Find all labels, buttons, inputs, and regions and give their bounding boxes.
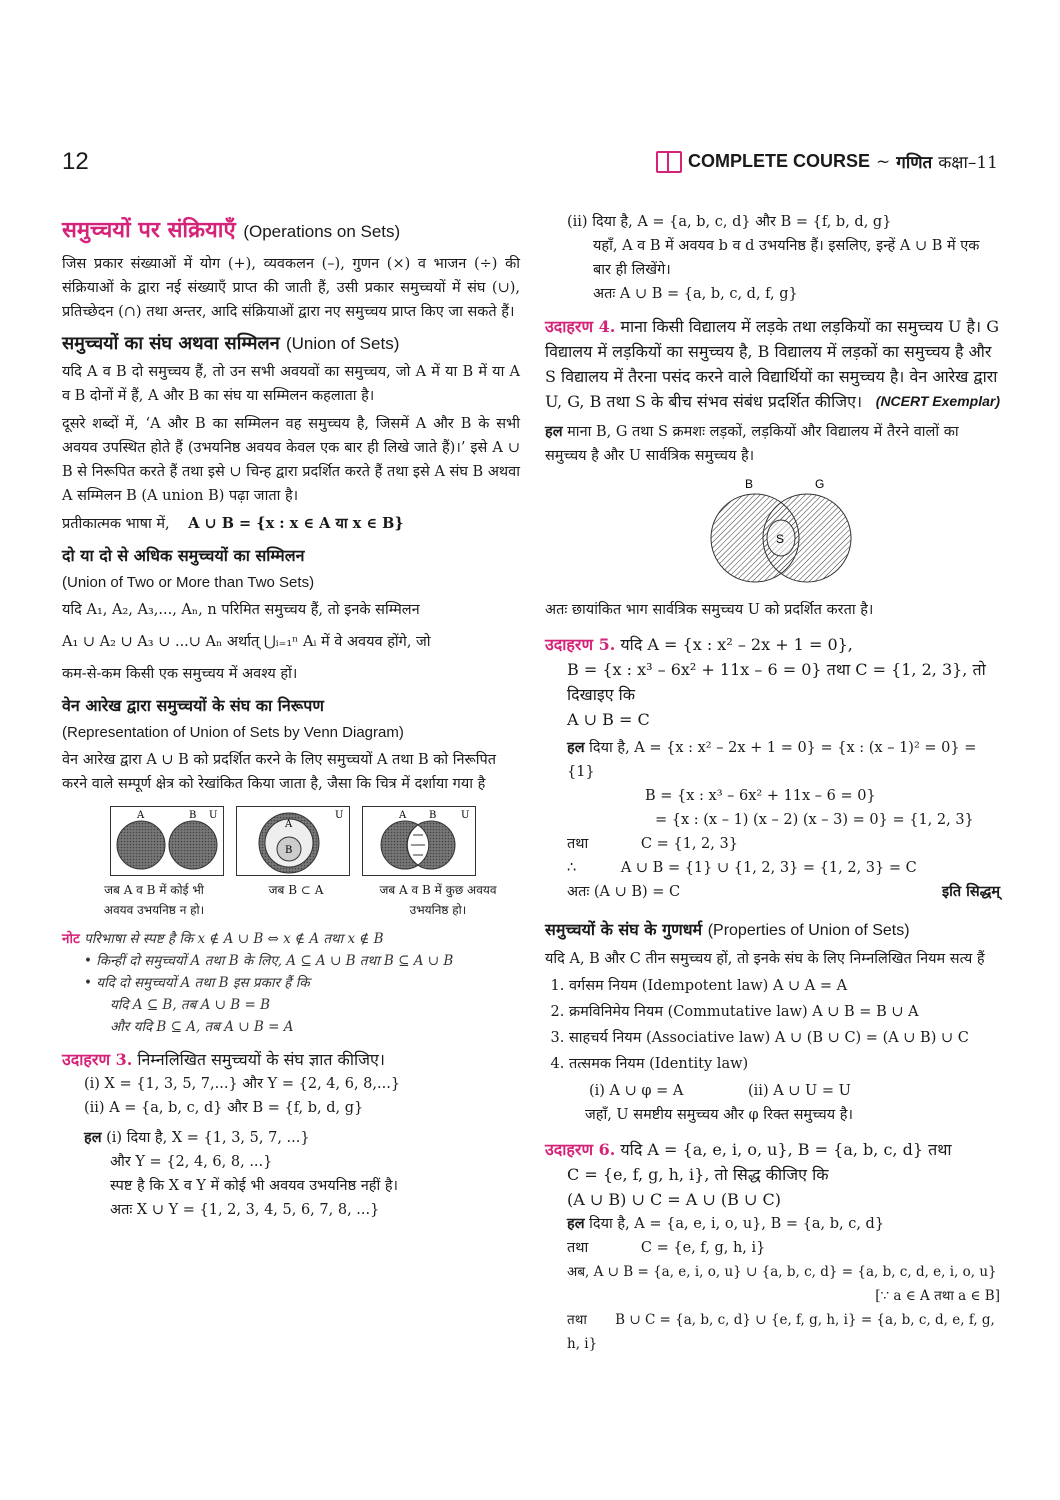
example-6-question-1: उदाहरण 6. यदि A = {a, e, i, o, u}, B = {a, b, c, d} तथा xyxy=(545,1140,952,1159)
venn2-label-u: U xyxy=(335,810,344,821)
venn-school xyxy=(705,476,855,586)
venn2-label-a: A xyxy=(285,819,293,830)
header-tilde: ~ xyxy=(876,151,891,172)
class-label: कक्षा–11 xyxy=(938,153,998,173)
example-4-solution: हल माना B, G तथा S क्रमशः लड़कों, लड़कियों और विद्यालय में तैरने वालों का समुच्चय है और U सार्वत्रिक समुच्चय है। xyxy=(545,423,959,464)
running-header xyxy=(656,150,998,173)
property-item: 3. साहचर्य नियम (Associative law) A ∪ (B ∪ C) = (A ∪ B) ∪ C xyxy=(569,1025,1000,1051)
example-6-question-2: C = {e, f, g, h, i}, तो सिद्ध कीजिए कि xyxy=(567,1165,829,1184)
note-3a: यदि A ⊆ B, तब A ∪ B = B xyxy=(110,997,271,1013)
example-5-solution-5: ∴ A ∪ B = {1} ∪ {1, 2, 3} = {1, 2, 3} = C xyxy=(567,860,917,876)
ncert-tag: (NCERT Exemplar) xyxy=(875,393,1000,409)
page-number: 12 xyxy=(62,148,89,175)
example-4-question: उदाहरण 4. माना किसी विद्यालय में लड़के तथा लड़कियों का समुच्चय U है। G विद्यालय में लड़कियों का समुच्चय है, B विद्यालय में लड़कों का समुच्चय है और S विद्यालय में तैरना पसंद करने वाले विद्यार्थियों का समुच्चय है। वेन आरेख द्वारा U, G, B तथा S के बीच संभव संबंध प्रदर्शित कीजिए। (NCERT Exemplar) xyxy=(545,314,1000,414)
paragraph-union-other-words: दूसरे शब्दों में, ‘A और B का सम्मिलन वह समुच्चय है, जिसमें A और B के सभी अवयव उपस्थित होते हैं (उभयनिष्ठ अवयव केवल एक बार ही लिखे जाते हैं)।’ इसे A ∪ B से निरूपित करते हैं तथा इसे ∪ चिन्ह द्वारा प्रदर्शित करते हैं तथा इसे A संघ B अथवा A सम्मिलन B (A union B) पढ़ा जाता है। xyxy=(62,416,520,504)
example-3-solution-4: अतः X ∪ Y = {1, 2, 3, 4, 5, 6, 7, 8, ...} xyxy=(110,1202,380,1218)
properties-intro: यदि A, B और C तीन समुच्चय हों, तो इनके संघ के लिए निम्नलिखित नियम सत्य हैं xyxy=(545,951,985,967)
paragraph-operations: जिस प्रकार संख्याओं में योग (+), व्यवकलन (–), गुणन (×) व भाजन (÷) की संक्रियाओं के द्वारा नई संख्याएँ प्राप्त की जाती हैं, उसी प्रकार समुच्चयों में संघ (∪), प्रतिच्छेदन (∩) तथा अन्तर, आदि संक्रियाओं द्वारा नए समुच्चय प्राप्त किए जा सकते हैं। xyxy=(62,256,520,320)
example-3-solution-3: स्पष्ट है कि X व Y में कोई भी अवयव उभयनिष्ठ नहीं है। xyxy=(110,1178,399,1194)
identity-law-cases: (i) A ∪ φ = A (ii) A ∪ U = U xyxy=(589,1083,851,1099)
section-heading-properties: समुच्चयों के संघ के गुणधर्म (Properties of Union of Sets) xyxy=(545,920,910,939)
identity-law-note: जहाँ, U समष्टीय समुच्चय और φ रिक्त समुच्चय है। xyxy=(585,1107,853,1123)
paragraph-more-3: कम-से-कम किसी एक समुच्चय में अवश्य हों। xyxy=(62,666,298,682)
example-5-question-1: उदाहरण 5. यदि A = {x : x² – 2x + 1 = 0}, xyxy=(545,635,853,654)
venn3-label-b: B xyxy=(429,810,437,821)
paragraph-more-2: A₁ ∪ A₂ ∪ A₃ ∪ ...∪ Aₙ अर्थात् ⋃ᵢ₌₁ⁿ Aᵢ में वे अवयव होंगे, जो xyxy=(62,634,431,650)
venn1-label-a: A xyxy=(137,810,145,821)
example-4-conclusion: अतः छायांकित भाग सार्वत्रिक समुच्चय U को प्रदर्शित करता है। xyxy=(545,602,874,618)
venn-caption-3: जब A व B में कुछ अवयव उभयनिष्ठ हो। xyxy=(379,883,497,917)
paragraph-union-definition: यदि A व B दो समुच्चय हैं, तो उन सभी अवयवों का समुच्चय, जो A में या B में या A व B दोनों में हैं, A और B का संघ या सम्मिलन कहलाता है। xyxy=(62,364,520,404)
example-5-solution-1: हल दिया है, A = {x : x² – 2x + 1 = 0} = {x : (x – 1)² = 0} = {1} xyxy=(567,739,977,780)
example-3-ii-given: (ii) दिया है, A = {a, b, c, d} और B = {f, b, d, g} xyxy=(567,214,892,230)
venn-subset xyxy=(236,806,350,876)
note-1: परिभाषा से स्पष्ट है कि x ∉ A ∪ B ⇔ x ∉ A तथा x ∉ B xyxy=(84,931,384,947)
example-3-solution-2: और Y = {2, 4, 6, 8, ...} xyxy=(110,1154,273,1170)
section-heading-union-more: दो या दो से अधिक समुच्चयों का सम्मिलन xyxy=(62,546,305,565)
venn-captions xyxy=(88,880,520,920)
note-block xyxy=(62,928,520,1038)
venn3-label-a: A xyxy=(399,810,407,821)
example-3-ii-result: अतः A ∪ B = {a, b, c, d, f, g} xyxy=(593,286,798,302)
example-6-solution-5: तथा B ∪ C = {a, b, c, d} ∪ {e, f, g, h, i} = {a, b, c, d, e, f, g, h, i} xyxy=(567,1312,995,1352)
venn-overlap xyxy=(362,806,476,876)
venn4-label-g: G xyxy=(815,477,825,491)
paragraph-more-1: यदि A₁, A₂, A₃,..., Aₙ, n परिमित समुच्चय हैं, तो इनके सम्मिलन xyxy=(62,602,420,618)
venn-caption-2: जब B ⊂ A xyxy=(268,883,324,897)
example-3-part-ii: (ii) A = {a, b, c, d} और B = {f, b, d, g} xyxy=(84,1100,364,1116)
note-3: • यदि दो समुच्चयों A तथा B इस प्रकार हैं कि xyxy=(84,975,310,991)
subject-label: गणित xyxy=(896,153,933,173)
example-5-solution-2: B = {x : x³ – 6x² + 11x – 6 = 0} xyxy=(645,788,876,804)
example-3-part-i: (i) X = {1, 3, 5, 7,...} और Y = {2, 4, 6, 8,...} xyxy=(84,1076,401,1092)
section-heading-venn: वेन आरेख द्वारा समुच्चयों के संघ का निरूपण xyxy=(62,696,324,715)
section-subheading-union-more: (Union of Two or More than Two Sets) xyxy=(62,574,315,591)
example-3-solution-1: हल (i) दिया है, X = {1, 3, 5, 7, ...} xyxy=(84,1129,310,1146)
right-column xyxy=(545,210,1000,1356)
section-subheading-venn: (Representation of Union of Sets by Venn Diagram) xyxy=(62,724,404,741)
venn4-label-b: B xyxy=(745,477,754,491)
note-label: नोट xyxy=(62,931,80,947)
property-item: 1. वर्गसम नियम (Idempotent law) A ∪ A = A xyxy=(569,973,1000,999)
example-5-solution-3: = {x : (x – 1) (x – 2) (x – 3) = 0} = {1, 2, 3} xyxy=(655,812,974,828)
section-heading-operations: समुच्चयों पर संक्रियाएँ (Operations on Sets) xyxy=(62,217,401,243)
symbolic-line: प्रतीकात्मक भाषा में, A ∪ B = {x : x ∈ A या x ∈ B} xyxy=(62,515,404,532)
venn3-label-u: U xyxy=(461,810,470,821)
section-heading-union: समुच्चयों का संघ अथवा सम्मिलन (Union of Sets) xyxy=(62,333,400,354)
example-6-solution-3: अब, A ∪ B = {a, e, i, o, u} ∪ {a, b, c, d} = {a, b, c, d, e, i, o, u} xyxy=(567,1264,997,1280)
example-5-question-3: A ∪ B = C xyxy=(567,710,650,729)
qed-label: इति सिद्धम् xyxy=(941,883,1000,900)
note-3b: और यदि B ⊆ A, तब A ∪ B = A xyxy=(110,1019,294,1035)
note-2: • किन्हीं दो समुच्चयों A तथा B के लिए, A ⊆ A ∪ B तथा B ⊆ A ∪ B xyxy=(84,953,454,969)
example-3-ii-explain: यहाँ, A व B में अवयव b व d उभयनिष्ठ हैं। इसलिए, इन्हें A ∪ B में एक बार ही लिखेंगे। xyxy=(593,238,980,278)
venn4-label-s: S xyxy=(776,532,785,546)
example-3-question: उदाहरण 3. निम्नलिखित समुच्चयों के संघ ज्ञात कीजिए। xyxy=(62,1050,385,1069)
property-item: 2. क्रमविनिमेय नियम (Commutative law) A ∪ B = B ∪ A xyxy=(569,999,1000,1025)
brand-label: COMPLETE COURSE xyxy=(687,151,870,171)
venn2-label-b: B xyxy=(285,845,293,856)
properties-list xyxy=(545,973,1000,1077)
venn1-label-b: B xyxy=(189,810,197,821)
example-6-solution-4: [∵ a ∈ A तथा a ∈ B] xyxy=(875,1288,1000,1304)
venn-disjoint xyxy=(110,806,224,876)
book-icon xyxy=(656,151,682,173)
example-6-solution-1: हल दिया है, A = {a, e, i, o, u}, B = {a, b, c, d} xyxy=(567,1215,885,1232)
property-item: 4. तत्समक नियम (Identity law) xyxy=(569,1051,1000,1077)
example-5-question-2: B = {x : x³ – 6x² + 11x – 6 = 0} तथा C = {1, 2, 3}, तो दिखाइए कि xyxy=(567,660,986,704)
example-5-solution-6: अतः (A ∪ B) = C इति सिद्धम् xyxy=(545,880,1000,904)
example-5-solution-4: तथा C = {1, 2, 3} xyxy=(567,836,738,852)
venn-caption-1: जब A व B में कोई भी अवयव उभयनिष्ठ न हो। xyxy=(103,883,205,917)
paragraph-venn: वेन आरेख द्वारा A ∪ B को प्रदर्शित करने के लिए समुच्चयों A तथा B को निरूपित करने वाले सम्पूर्ण क्षेत्र को रेखांकित किया जाता है, जैसा कि चित्र में दर्शाया गया है xyxy=(62,752,497,792)
venn1-label-u: U xyxy=(209,810,218,821)
venn-diagram-row xyxy=(110,806,520,876)
example-6-question-3: (A ∪ B) ∪ C = A ∪ (B ∪ C) xyxy=(567,1190,781,1209)
example-6-solution-2: तथा C = {e, f, g, h, i} xyxy=(567,1240,766,1256)
left-column xyxy=(62,210,520,1222)
